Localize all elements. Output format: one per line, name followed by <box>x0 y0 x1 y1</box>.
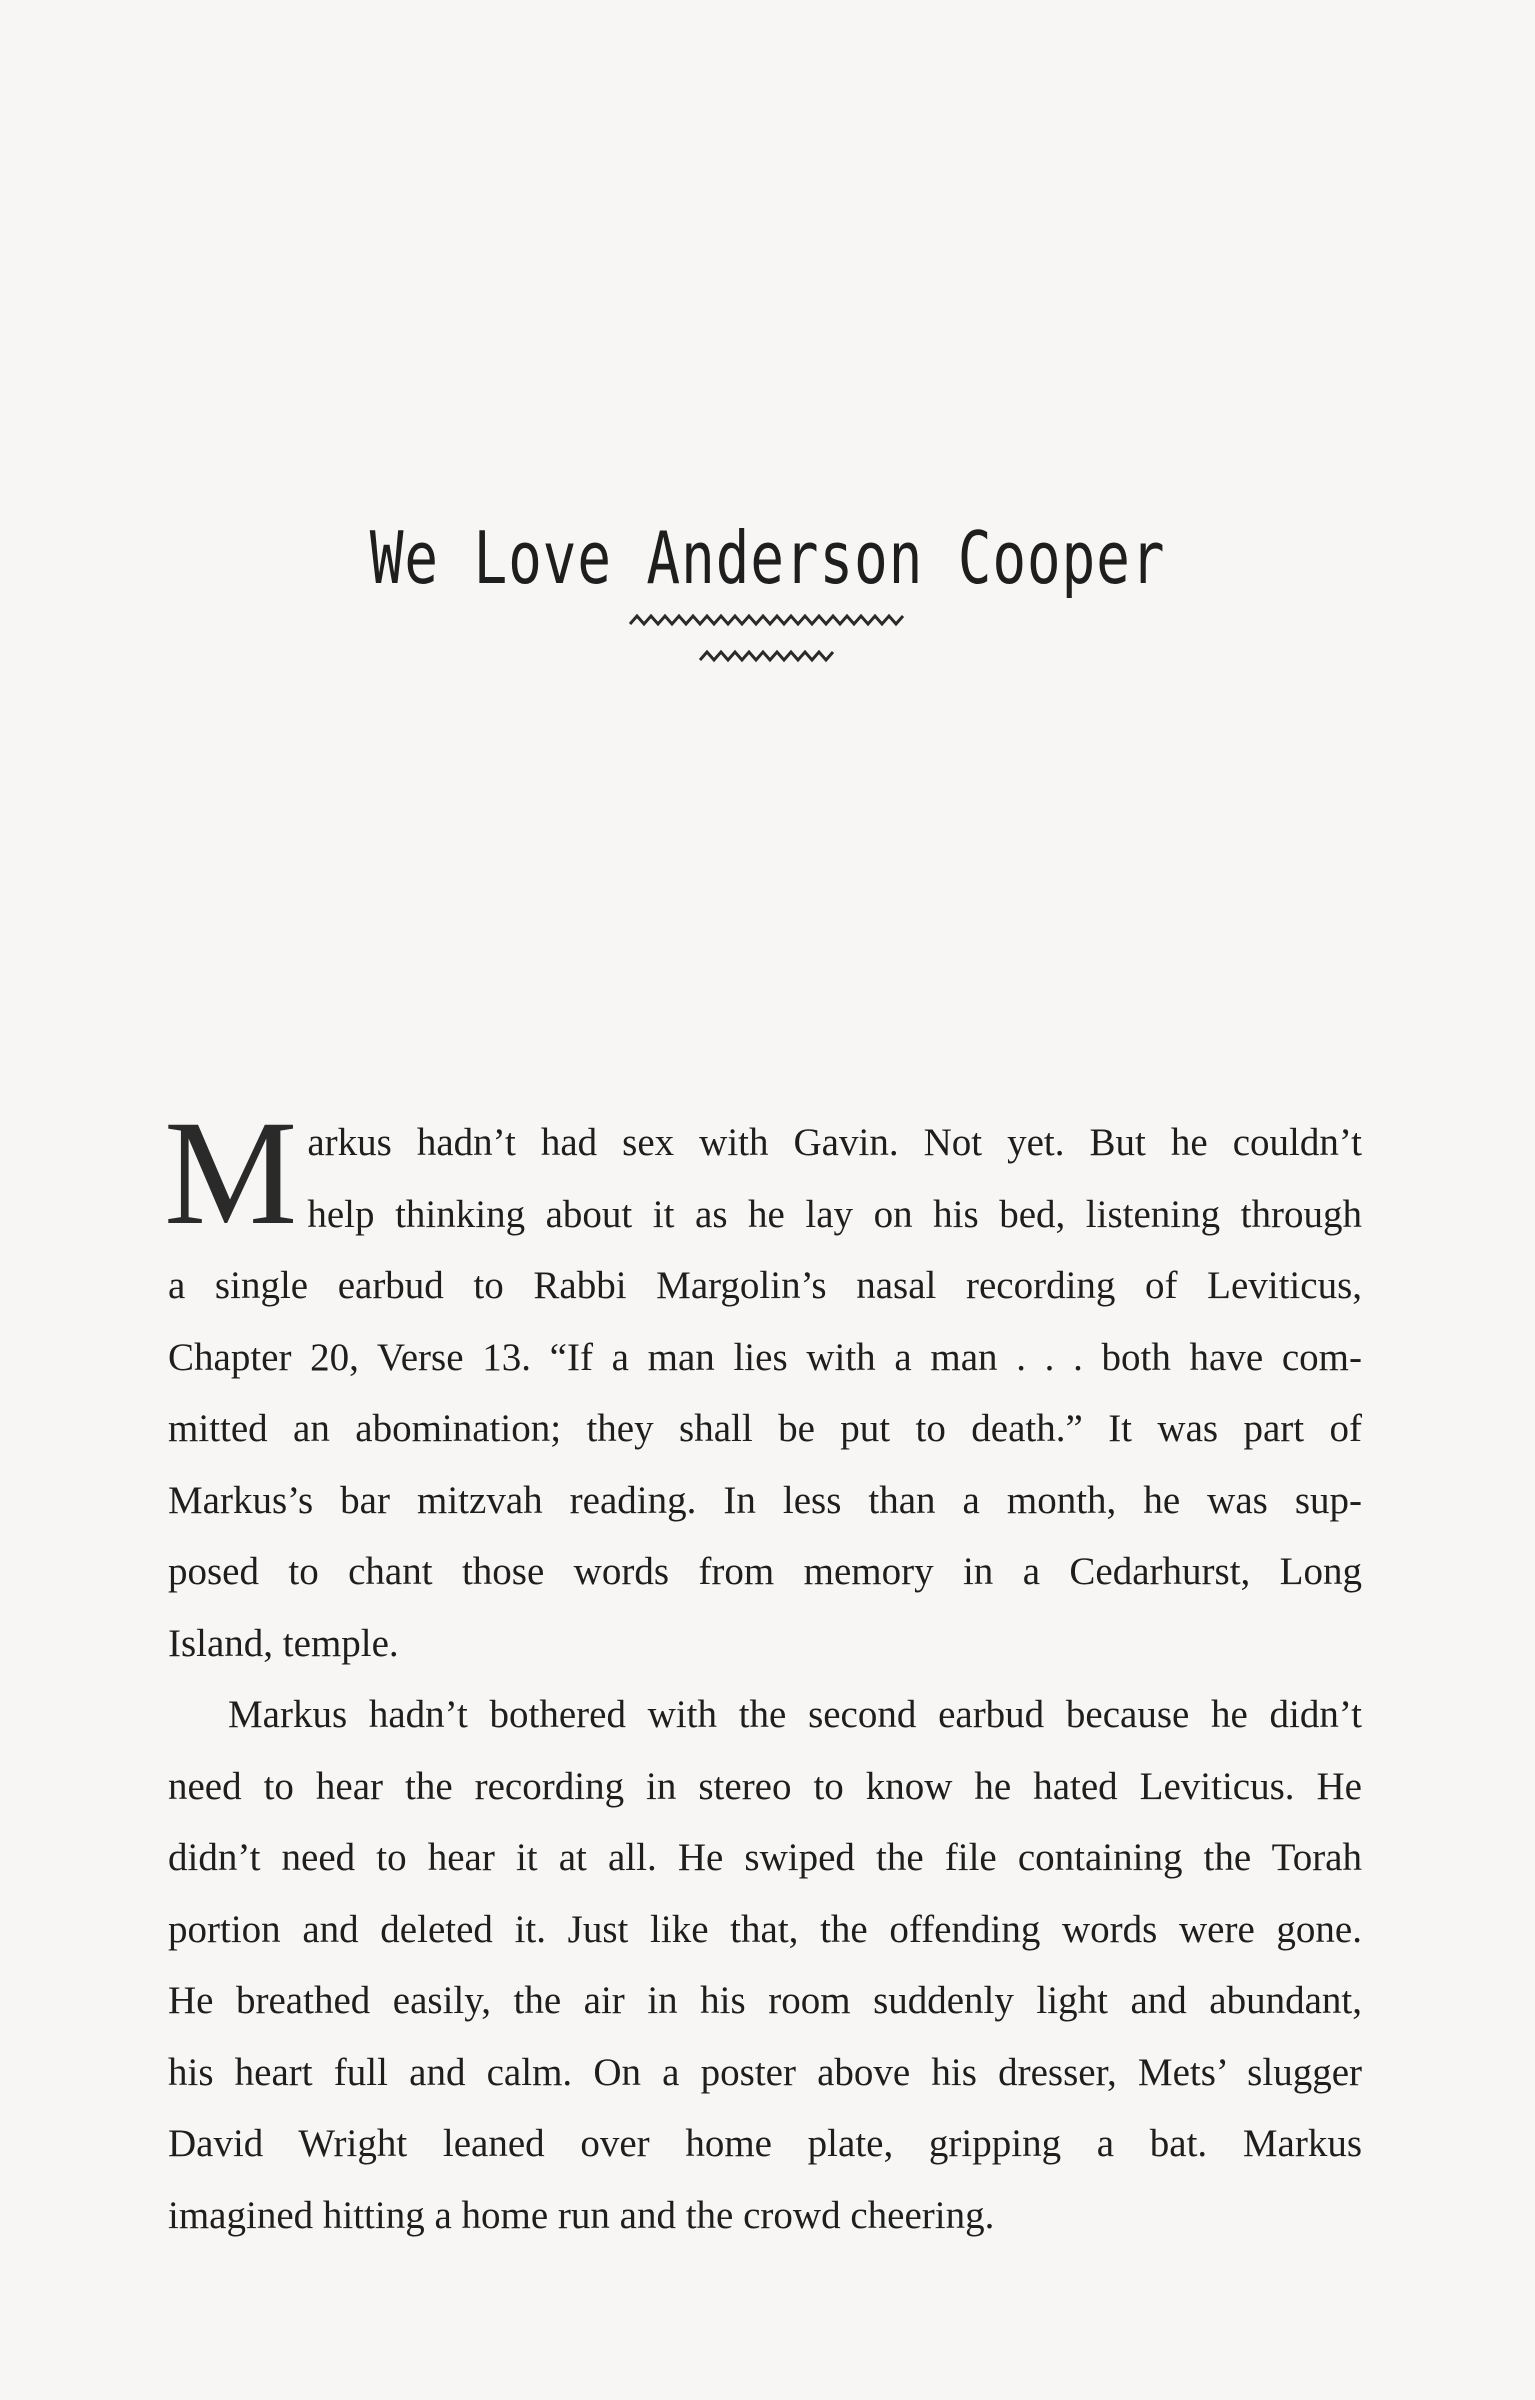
wave-ornament-icon <box>618 600 918 680</box>
text-line: David Wright leaned over home plate, gripping a bat. Markus <box>168 2122 1362 2165</box>
wave-ornament <box>0 600 1535 680</box>
text-line: imagined hitting a home run and the crowd cheering. <box>168 2193 995 2237</box>
text-line: posed to chant those words from memory in a Cedarhurst, Long <box>168 1550 1362 1593</box>
text-line: Island, temple. <box>168 1621 399 1665</box>
text-line: Chapter 20, Verse 13. “If a man lies with a man . . . both have com- <box>168 1335 1362 1379</box>
text-line: arkus hadn’t had sex with Gavin. Not yet. But he couldn’t <box>307 1121 1362 1164</box>
text-line: his heart full and calm. On a poster above his dresser, Mets’ slugger <box>168 2050 1362 2094</box>
text-line: He breathed easily, the air in his room suddenly light and abundant, <box>168 1979 1362 2022</box>
paragraph-2 <box>168 1679 1362 2251</box>
text-line: Markus’s bar mitzvah reading. In less than a month, he was sup- <box>168 1478 1362 1522</box>
text-line: mitted an abomination; they shall be put to death.” It was part of <box>168 1407 1362 1450</box>
text-line: portion and deleted it. Just like that, the offending words were gone. <box>168 1907 1362 1951</box>
drop-cap: M <box>164 1090 298 1256</box>
wave-line-long <box>630 616 903 624</box>
text-line: need to hear the recording in stereo to know he hated Leviticus. He <box>168 1764 1362 1808</box>
text-line: Markus hadn’t bothered with the second earbud because he didn’t <box>228 1693 1362 1736</box>
text-line: didn’t need to hear it at all. He swiped the file containing the Torah <box>168 1836 1362 1879</box>
text-line: help thinking about it as he lay on his bed, listening through <box>307 1192 1362 1236</box>
chapter-title: We Love Anderson Cooper <box>369 516 1166 601</box>
wave-line-short <box>700 652 833 660</box>
text-line: a single earbud to Rabbi Margolin’s nasal recording of Leviticus, <box>168 1264 1362 1307</box>
body-text <box>164 1090 1362 2251</box>
paragraph-1 <box>164 1090 1362 1679</box>
